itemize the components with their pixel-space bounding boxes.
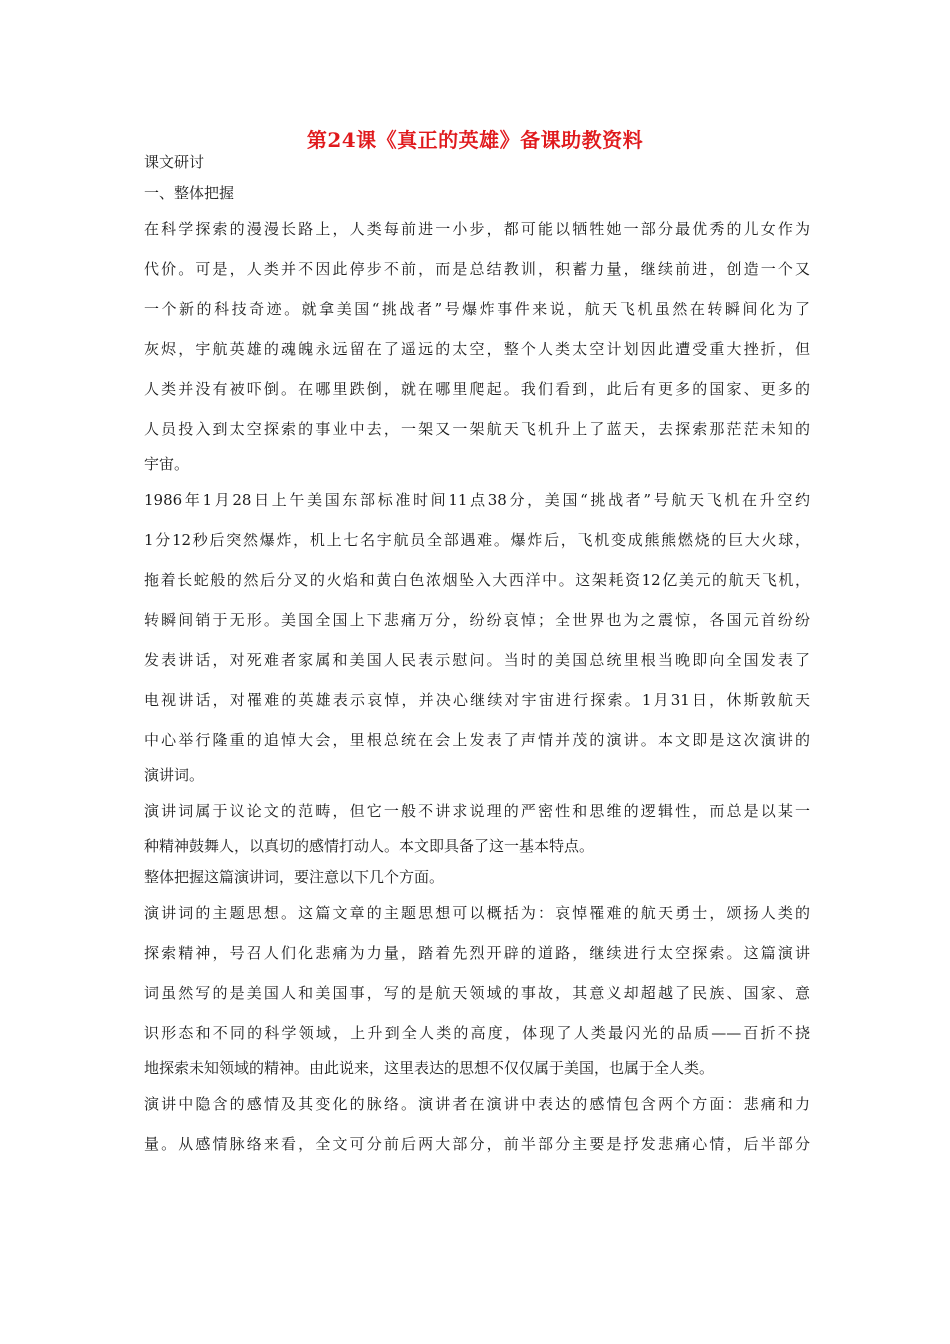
- paragraph-line: 发表讲话，对死难者家属和美国人民表示慰问。当时的美国总统里根当晚即向全国发表了: [144, 651, 810, 669]
- document-body: [144, 147, 810, 1164]
- section-heading-study-text: 课文研讨: [144, 153, 205, 171]
- paragraph-line: 灰烬，宇航英雄的魂魄永远留在了遥远的太空，整个人类太空计划因此遭受重大挫折，但: [144, 340, 810, 358]
- paragraph-line: 演讲词属于议论文的范畴，但它一般不讲求说理的严密性和思维的逻辑性，而总是以某一: [144, 802, 810, 820]
- paragraph-line: 词虽然写的是美国人和美国事，写的是航天领域的事故，其意义却超越了民族、国家、意: [144, 984, 810, 1002]
- paragraph-line: 1986年1月28日上午美国东部标准时间11点38分，美国“挑战者”号航天飞机在升空约: [144, 491, 810, 509]
- section-heading-study: [144, 147, 810, 178]
- paragraph-line: 识形态和不同的科学领域，上升到全人类的高度，体现了人类最闪光的品质——百折不挠: [144, 1024, 810, 1042]
- paragraph-line: 中心举行隆重的追悼大会，里根总统在会上发表了声情并茂的演讲。本文即是这次演讲的: [144, 731, 810, 749]
- paragraph-line: 一个新的科技奇迹。就拿美国“挑战者”号爆炸事件来说，航天飞机虽然在转瞬间化为了: [144, 300, 810, 318]
- paragraph-3: [144, 791, 810, 862]
- paragraph-5: [144, 893, 810, 1084]
- paragraph-line: 演讲词。: [144, 766, 205, 784]
- paragraph-line: 人类并没有被吓倒。在哪里跌倒，就在哪里爬起。我们看到，此后有更多的国家、更多的: [144, 380, 810, 398]
- paragraph-line: 演讲中隐含的感情及其变化的脉络。演讲者在演讲中表达的感情包含两个方面：悲痛和力: [144, 1095, 810, 1113]
- paragraph-line: 人员投入到太空探索的事业中去，一架又一架航天飞机升上了蓝天，去探索那茫茫未知的: [144, 420, 810, 438]
- paragraph-line: 1分12秒后突然爆炸，机上七名宇航员全部遇难。爆炸后，飞机变成熊熊燃烧的巨大火球，: [144, 531, 810, 549]
- paragraph-6: [144, 1084, 810, 1164]
- paragraph-line: 电视讲话，对罹难的英雄表示哀悼，并决心继续对宇宙进行探索。1月31日，休斯敦航天: [144, 691, 810, 709]
- paragraph-line: 代价。可是，人类并不因此停步不前，而是总结教训，积蓄力量，继续前进，创造一个又: [144, 260, 810, 278]
- paragraph-line: 转瞬间销于无形。美国全国上下悲痛万分，纷纷哀悼；全世界也为之震惊，各国元首纷纷: [144, 611, 810, 629]
- section-heading-overview-text: 一、整体把握: [144, 184, 235, 202]
- paragraph-line: 宇宙。: [144, 455, 190, 473]
- document-title: 第24课《真正的英雄》备课助教资料: [306, 128, 644, 152]
- paragraph-line: 探索精神，号召人们化悲痛为力量，踏着先烈开辟的道路，继续进行太空探索。这篇演讲: [144, 944, 810, 962]
- paragraph-line: 整体把握这篇演讲词，要注意以下几个方面。: [144, 868, 445, 886]
- paragraph-line: 在科学探索的漫漫长路上，人类每前进一小步，都可能以牺牲她一部分最优秀的儿女作为: [144, 220, 810, 238]
- paragraph-2: [144, 480, 810, 791]
- paragraph-line: 种精神鼓舞人，以真切的感情打动人。本文即具备了这一基本特点。: [144, 837, 595, 855]
- paragraph-line: 量。从感情脉络来看，全文可分前后两大部分，前半部分主要是抒发悲痛心情，后半部分: [144, 1135, 810, 1153]
- paragraph-4: [144, 862, 810, 893]
- paragraph-line: 演讲词的主题思想。这篇文章的主题思想可以概括为：哀悼罹难的航天勇士，颂扬人类的: [144, 904, 810, 922]
- paragraph-line: 拖着长蛇般的然后分叉的火焰和黄白色浓烟坠入大西洋中。这架耗资12亿美元的航天飞机，: [144, 571, 810, 589]
- section-heading-overview: [144, 178, 810, 209]
- paragraph-1: [144, 209, 810, 480]
- paragraph-line: 地探索未知领域的精神。由此说来，这里表达的思想不仅仅属于美国，也属于全人类。: [144, 1059, 715, 1077]
